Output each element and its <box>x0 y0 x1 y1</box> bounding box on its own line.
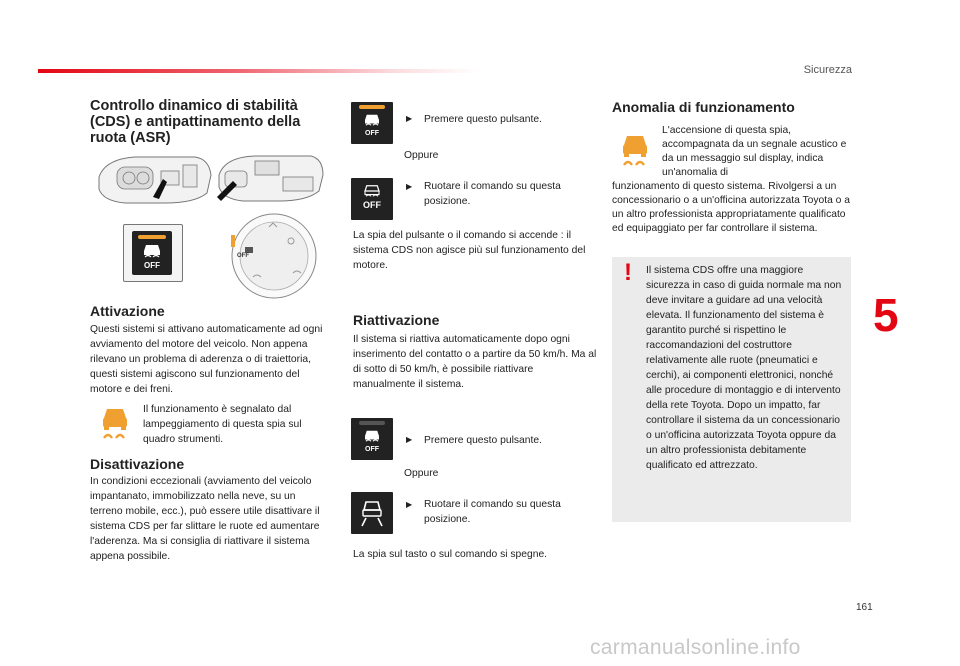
skid-car-icon <box>363 113 381 127</box>
button-off-label: OFF <box>144 261 160 270</box>
chapter-number: 5 <box>873 289 899 341</box>
reactivation-result-text: La spia sul tasto o sul comando si spegne. <box>353 549 548 560</box>
riattivazione-text: Il sistema si riattiva automaticamente dopo ogni inserimento del contatto o a partire da 50 km/h. Ma al di sotto di 50 km/h, è possibile riattivare manualmente il sistema. <box>353 334 597 390</box>
section-title: Sicurezza <box>803 64 852 76</box>
anomalia-text: funzionamento di questo sistema. Rivolgersi a un concessionario o a un'officina autorizzata Toyota o a un altro professionista appropriatamente qualificato ed equipaggiato per far controllare il sistema. <box>612 181 850 234</box>
skid-car-icon <box>363 429 381 443</box>
car-road-icon <box>358 498 386 528</box>
warning-text: Il sistema CDS offre una maggiore sicurezza in caso di guida normale ma non deve invitare a guidare ad una velocità elevata. Il funzionamento del sistema è garantito purché si rispettino le raccomandazioni del costruttore relativamente alle ruote (pneumatici e cerchi), ai componenti elettronici, nonché alle procedure di montaggio e di intervento della rete Toyota. Dopo un impatto, far controllare il sistema da un concessionario o un'officina autorizzata Toyota oppure da un altro professionista debitamente qualificato ed attrezzato. <box>646 265 842 471</box>
oppure-2: Oppure <box>404 468 439 479</box>
step-rotate-dial-2: ▶ Ruotare il comando su questa posizione. <box>406 499 561 525</box>
dial-off-label: OFF <box>237 253 249 259</box>
off-label: OFF <box>363 200 381 210</box>
attivazione-note: Il funzionamento è segnalato dal lampeggiamento di questa spia sul quadro strumenti. <box>143 404 302 445</box>
attivazione-text: Questi sistemi si attivano automaticamente ad ogni avviamento del motore del veicolo. Non appena rilevano un problema di aderenza o di traiettoria, questi sistemi agiscono sul funzionamento del motore e dei freni. <box>90 324 323 395</box>
oppure-1: Oppure <box>404 150 439 161</box>
skid-car-icon <box>142 243 162 259</box>
dashboard-illustration-left <box>95 153 213 205</box>
watermark: carmanualsonline.info <box>590 636 801 659</box>
off-button-unlit-icon <box>351 418 393 460</box>
cds-warning-light-icon <box>101 406 129 442</box>
heading-anomalia: Anomalia di funzionamento <box>612 99 795 115</box>
heading-attivazione: Attivazione <box>90 303 165 319</box>
page-title: Controllo dinamico di stabilità (CDS) e antipattinamento della ruota (ASR) <box>90 98 301 146</box>
cds-button-illustration <box>123 224 183 282</box>
cds-fault-warning-light-icon <box>621 133 649 169</box>
heading-riattivazione: Riattivazione <box>353 312 440 328</box>
header-accent-bar <box>38 69 478 73</box>
warning-box <box>612 257 851 522</box>
step-rotate-dial-1: ▶ Ruotare il comando su questa posizione. <box>406 181 561 207</box>
page-number: 161 <box>856 602 873 613</box>
rotary-dial-illustration <box>231 213 317 299</box>
off-button-icon <box>351 102 393 144</box>
button-led <box>138 235 166 239</box>
lane-dial-position-icon <box>351 492 393 534</box>
dashboard-illustration-right <box>215 153 325 203</box>
disattivazione-text: In condizioni eccezionali (avviamento del veicolo impantanato, immobilizzato nella neve, su un terreno mobile, ecc.), può essere utile disattivare il sistema CDS per far slittare le ruote ed aumentare l'aderenza. Ma si consiglia di riattivare il sistema appena possibile. <box>90 476 320 562</box>
off-label: OFF <box>365 130 379 137</box>
warning-exclamation-icon: ! <box>624 259 632 286</box>
deactivation-result-text: La spia del pulsante o il comando si accende : il sistema CDS non agisce più sul funzionamento del motore. <box>353 230 586 271</box>
heading-disattivazione: Disattivazione <box>90 456 185 472</box>
skid-car-icon <box>363 184 381 198</box>
anomalia-text-indented: L'accensione di questa spia, accompagnata da un segnale acustico e da un messaggio sul display, indica un'anomalia di <box>662 125 847 178</box>
step-press-button-2: ▶ Premere questo pulsante. <box>406 435 542 446</box>
off-dial-position-icon <box>351 178 393 220</box>
step-press-button-1: ▶ Premere questo pulsante. <box>406 114 542 125</box>
off-label: OFF <box>365 446 379 453</box>
